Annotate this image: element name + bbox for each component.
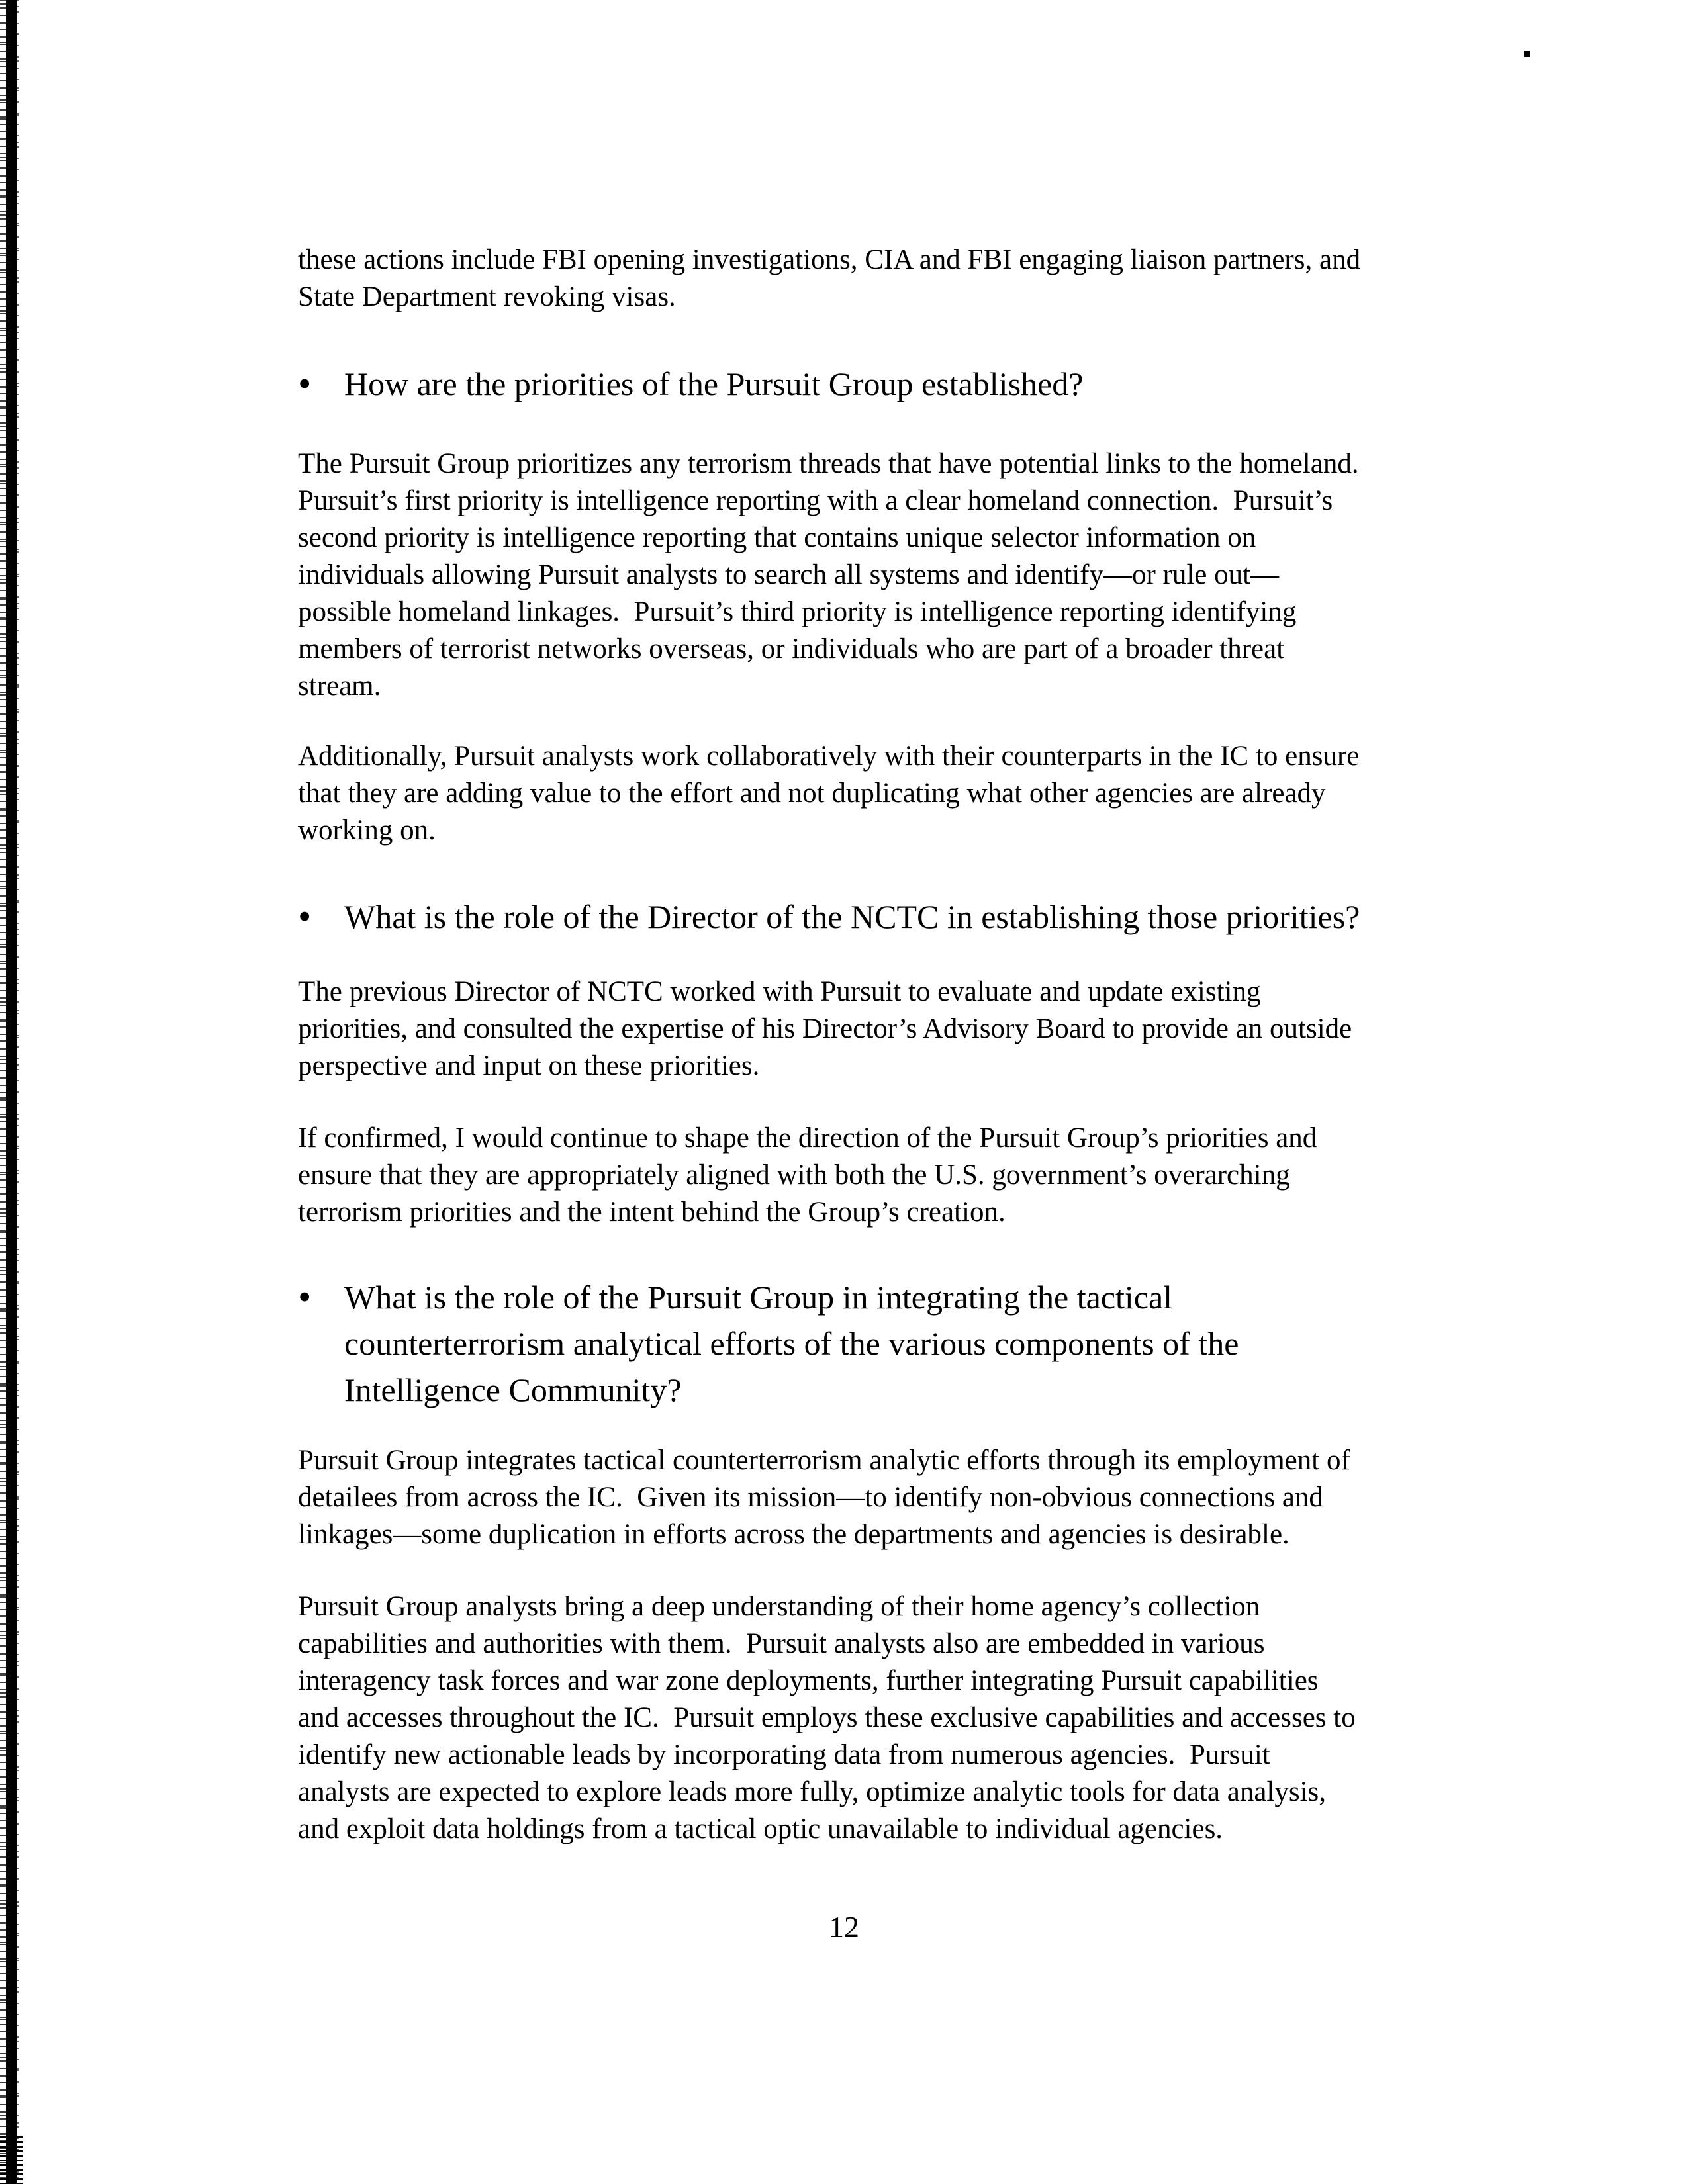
scan-artifact-bar [6, 0, 17, 2184]
bullet-question-2 [298, 893, 1503, 940]
text-line: Pursuit Group integrates tactical counterterrorism analytic efforts through its employment of [298, 1445, 1350, 1476]
text-line: The Pursuit Group prioritizes any terrorism threads that have potential links to the homeland. [298, 448, 1359, 479]
text-line: terrorism priorities and the intent behind the Group’s creation. [298, 1197, 1006, 1228]
bullet-question-1 [298, 361, 1503, 407]
text-line: priorities, and consulted the expertise of his Director’s Advisory Board to provide an outside [298, 1013, 1352, 1044]
scan-noise [0, 0, 6, 2184]
bullet-dot-icon: • [298, 1275, 312, 1318]
text-line: capabilities and authorities with them. Pursuit analysts also are embedded in various [298, 1628, 1265, 1659]
question-text [344, 1274, 1239, 1413]
scan-noise [0, 2136, 23, 2184]
text-line: identify new actionable leads by incorporating data from numerous agencies. Pursuit [298, 1739, 1270, 1770]
text-line: working on. [298, 815, 436, 846]
text-line: Intelligence Community? [344, 1371, 682, 1408]
text-line: What is the role of the Director of the NCTC in establishing those priorities? [344, 898, 1360, 935]
text-line: members of terrorist networks overseas, or individuals who are part of a broader threat [298, 633, 1285, 664]
text-line: Pursuit’s first priority is intelligence reporting with a clear homeland connection. Pursuit’s [298, 485, 1333, 516]
bullet-question-3 [298, 1274, 1503, 1413]
text-line: The previous Director of NCTC worked with Pursuit to evaluate and update existing [298, 976, 1261, 1007]
text-line: individuals allowing Pursuit analysts to search all systems and identify—or rule out— [298, 559, 1280, 590]
text-line: interagency task forces and war zone deployments, further integrating Pursuit capabilities [298, 1665, 1319, 1696]
text-line: stream. [298, 670, 381, 702]
text-line: Pursuit Group analysts bring a deep understanding of their home agency’s collection [298, 1591, 1260, 1622]
text-line: How are the priorities of the Pursuit Group established? [344, 365, 1084, 402]
bullet-dot-icon: • [298, 362, 312, 405]
text-line: detailees from across the IC. Given its mission—to identify non-obvious connections and [298, 1482, 1323, 1513]
paragraph [298, 445, 1503, 705]
text-line: these actions include FBI opening investigations, CIA and FBI engaging liaison partners, and [298, 244, 1361, 275]
text-line: ensure that they are appropriately aligned with both the U.S. government’s overarching [298, 1160, 1290, 1191]
text-line: that they are adding value to the effort and not duplicating what other agencies are already [298, 778, 1326, 809]
paragraph [298, 738, 1503, 849]
question-text [344, 361, 1083, 407]
text-line: and exploit data holdings from a tactical optic unavailable to individual agencies. [298, 1813, 1223, 1844]
paragraph [298, 974, 1503, 1085]
document-body [298, 242, 1503, 1848]
text-line: What is the role of the Pursuit Group in integrating the tactical [344, 1279, 1173, 1316]
page-number: 12 [829, 1910, 859, 1944]
text-line: State Department revoking visas. [298, 281, 676, 312]
text-line: Additionally, Pursuit analysts work collaboratively with their counterparts in the IC to ensure [298, 741, 1360, 772]
text-line: analysts are expected to explore leads more fully, optimize analytic tools for data analysis, [298, 1776, 1327, 1807]
text-line: perspective and input on these priorities. [298, 1050, 760, 1081]
text-line: linkages—some duplication in efforts across the departments and agencies is desirable. [298, 1519, 1289, 1550]
paragraph [298, 1442, 1503, 1553]
text-line: possible homeland linkages. Pursuit’s third priority is intelligence reporting identifying [298, 596, 1297, 627]
paragraph-continuation [298, 242, 1503, 316]
paragraph [298, 1588, 1503, 1848]
text-line: and accesses throughout the IC. Pursuit employs these exclusive capabilities and accesses to [298, 1702, 1356, 1733]
bullet-dot-icon: • [298, 895, 312, 938]
text-line: If confirmed, I would continue to shape the direction of the Pursuit Group’s priorities and [298, 1122, 1317, 1154]
question-text [344, 893, 1360, 940]
text-line: counterterrorism analytical efforts of the various components of the [344, 1325, 1239, 1362]
paragraph [298, 1120, 1503, 1231]
scan-noise [17, 0, 19, 2184]
scan-speck [1524, 51, 1530, 57]
text-line: second priority is intelligence reporting that contains unique selector information on [298, 522, 1256, 553]
